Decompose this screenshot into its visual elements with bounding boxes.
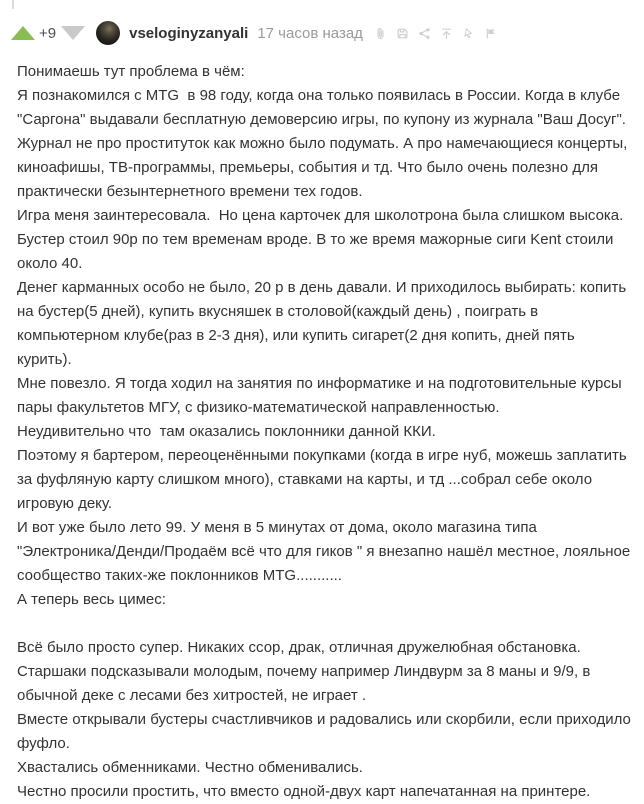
cursor-pointer-icon <box>462 27 475 40</box>
floppy-save-icon <box>396 27 409 40</box>
paperclip-icon <box>374 27 387 40</box>
to-top-button[interactable] <box>440 27 453 40</box>
comment-paragraph: Поэтому я бартером, переоценёнными покупками (когда в игре нуб, можешь заплатить за фуфляную карту слишком много), ставками на карты, и тд ...собрал себе около игровую деку. <box>17 447 631 512</box>
report-flag-button[interactable] <box>484 27 497 40</box>
save-button[interactable] <box>396 27 409 40</box>
comment-paragraph: Денег карманных особо не было, 20 р в день давали. И приходилось выбирать: копить на бустер(5 дней), купить вкусняшек в столовой(каждый день) , поиграть в компьютерном клубе(раз в 2-3 дня), или купить сигарет(2 дня копить, дней пять курить). <box>17 279 631 368</box>
comment-paragraph: Игра меня заинтересовала. Но цена карточек для школотрона была слишком высока. Бустер стоил 90р по тем временам вроде. В то же время мажорные сиги Kent стоили около 40. <box>17 207 628 272</box>
timestamp-link[interactable]: 17 часов назад <box>257 24 363 42</box>
comment-paragraph: Я познакомился с MTG в 98 году, когда она только появилась в России. Когда в клубе "Саргона" выдавали бесплатную демоверсию игры, по купону из журнала "Ваш Досуг". Журнал не про проституток как можно было подумать. А про намечающиеся концерты, киноафишы, ТВ-программы, премьеры, события и тд. Что было очень полезно для практически безынтернетного времени тех годов. <box>17 87 632 200</box>
comment-paragraph: А теперь весь цимес: <box>17 591 166 608</box>
branch-pointer-button[interactable] <box>462 27 475 40</box>
comment-paragraph: Всё было просто супер. Никаких ссор, драк, отличная дружелюбная обстановка. <box>17 639 581 656</box>
comment-paragraph: Старшаки подсказывали молодым, почему например Линдвурм за 8 маны и 9/9, в обычной деке с лесами без хитростей, не играет . <box>17 663 595 704</box>
share-button[interactable] <box>418 27 431 40</box>
upvote-button[interactable] <box>11 26 35 40</box>
share-icon <box>418 27 431 40</box>
rating-value: +9 <box>39 24 57 42</box>
comment-paragraph: Хвастались обменниками. Честно обменивались. <box>17 759 363 776</box>
comment-paragraph: И вот уже было лето 99. У меня в 5 минутах от дома, около магазина типа "Электроника/Денди/Продаём всё что для гиков " я внезапно нашёл местное, лояльное сообщество таких-же поклонников MTG........... <box>17 519 635 584</box>
thread-connector-line <box>12 0 14 9</box>
flag-icon <box>484 27 497 40</box>
comment-paragraph: Мне повезло. Я тогда ходил на занятия по информатике и на подготовительные курсы пары факультетов МГУ, с физико-математической направленностью. <box>17 375 626 416</box>
comment-paragraph: Вместе открывали бустеры счастливчиков и радовались или скорбили, если приходило фуфло. <box>17 711 636 752</box>
comment-paragraph: Неудивительно что там оказались поклонники данной ККИ. <box>17 423 436 440</box>
arrow-to-top-icon <box>440 27 453 40</box>
username-link[interactable]: vseloginyzanyali <box>129 24 249 42</box>
comment-paragraph: Честно просили простить, что вместо одной-двух карт напечатанная на принтере. <box>17 783 591 800</box>
comment-actions <box>374 27 497 40</box>
avatar[interactable] <box>96 21 120 45</box>
downvote-button[interactable] <box>61 26 85 40</box>
comment-body <box>0 45 644 804</box>
comment-paragraph: Понимаешь тут проблема в чём: <box>17 63 245 80</box>
comment-header <box>0 0 644 45</box>
comment-paragraph-blank <box>17 612 631 636</box>
comment-link-button[interactable] <box>374 27 387 40</box>
